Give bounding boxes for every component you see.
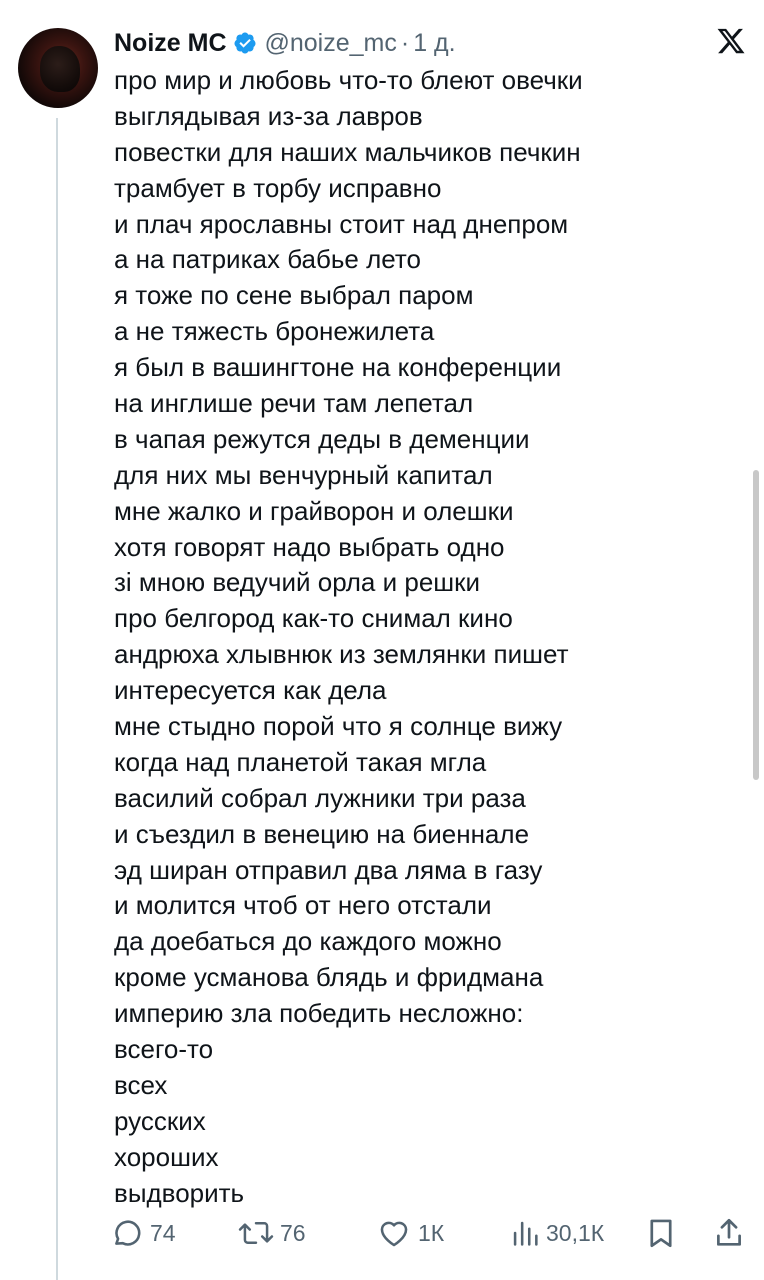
tweet-timestamp[interactable]: 1 д. [413, 28, 456, 57]
reply-button[interactable] [110, 1216, 176, 1250]
tweet-line: хотя говорят надо выбрать одно [114, 531, 505, 562]
tweet-line: а не тяжесть бронежилета [114, 316, 435, 347]
bookmark-button[interactable] [646, 1216, 676, 1250]
tweet-text [114, 63, 744, 1212]
tweet-line: всего-то [114, 1034, 214, 1065]
tweet-line: и молится чтоб от него отстали [114, 890, 492, 921]
tweet-line: василий собрал лужники три раза [114, 782, 526, 813]
tweet-line: да доебаться до каждого можно [114, 926, 502, 957]
tweet-line: я был в вашингтоне на конференции [114, 352, 562, 383]
scrollbar-thumb[interactable] [753, 470, 759, 780]
tweet-line: для них мы венчурный капитал [114, 459, 493, 490]
tweet-line: андрюха хлывнюк из землянки пишет [114, 639, 569, 670]
reply-count: 74 [150, 1219, 176, 1246]
tweet-line: и плач ярославны стоит над днепром [114, 208, 569, 239]
tweet-line: русских [114, 1105, 206, 1136]
tweet-line: мне жалко и грайворон и олешки [114, 495, 514, 526]
tweet-line: хороших [114, 1141, 219, 1172]
author-handle[interactable]: @noize_mc [264, 28, 397, 57]
reply-icon [110, 1216, 144, 1250]
tweet-line: выглядывая из-за лавров [114, 100, 423, 131]
thread-connector-line [56, 118, 58, 1280]
tweet-line: выдворить [114, 1177, 245, 1208]
verified-badge-icon [233, 31, 257, 55]
share-icon [714, 1216, 744, 1250]
tweet-line: про мир и любовь что-то блеют овечки [114, 65, 583, 95]
tweet-header [114, 26, 456, 60]
tweet-line: в чапая режутся деды в деменции [114, 423, 530, 454]
views-count: 30,1К [546, 1219, 605, 1246]
tweet-line: а на патриках бабье лето [114, 244, 421, 275]
tweet-line: повестки для наших мальчиков печкин [114, 136, 581, 167]
tweet-line: трамбует в торбу исправно [114, 172, 442, 203]
tweet-line: когда над планетой такая мгла [114, 746, 487, 777]
avatar[interactable] [18, 28, 98, 108]
retweet-button[interactable] [238, 1216, 306, 1250]
tweet-line: зі мною ведучий орла и решки [114, 567, 481, 598]
tweet-action-bar [110, 1216, 750, 1250]
retweet-count: 76 [280, 1219, 306, 1246]
tweet-line: всех [114, 1069, 168, 1100]
tweet-line: империю зла победить несложно: [114, 998, 524, 1029]
views-bar-chart-icon [510, 1216, 540, 1250]
tweet-line: про белгород как-то снимал кино [114, 603, 513, 634]
like-button[interactable] [376, 1216, 444, 1250]
heart-icon [376, 1216, 412, 1250]
like-count: 1К [418, 1219, 445, 1246]
share-button[interactable] [714, 1216, 744, 1250]
meta-separator: · [400, 28, 410, 57]
x-logo-icon[interactable] [716, 26, 746, 56]
tweet-line: мне стыдно порой что я солнце вижу [114, 711, 563, 742]
bookmark-icon [646, 1216, 676, 1250]
avatar-face [40, 46, 80, 92]
tweet-line: и съездил в венецию на биеннале [114, 818, 530, 849]
tweet-line: кроме усманова блядь и фридмана [114, 962, 544, 993]
author-name[interactable]: Noize MC [114, 28, 227, 57]
tweet-line: я тоже по сене выбрал паром [114, 280, 474, 311]
tweet-line: интересуется как дела [114, 675, 387, 706]
tweet-line: эд ширан отправил два ляма в газу [114, 854, 543, 885]
views-button[interactable] [510, 1216, 604, 1250]
retweet-icon [238, 1216, 274, 1250]
tweet-line: на инглише речи там лепетал [114, 388, 474, 419]
